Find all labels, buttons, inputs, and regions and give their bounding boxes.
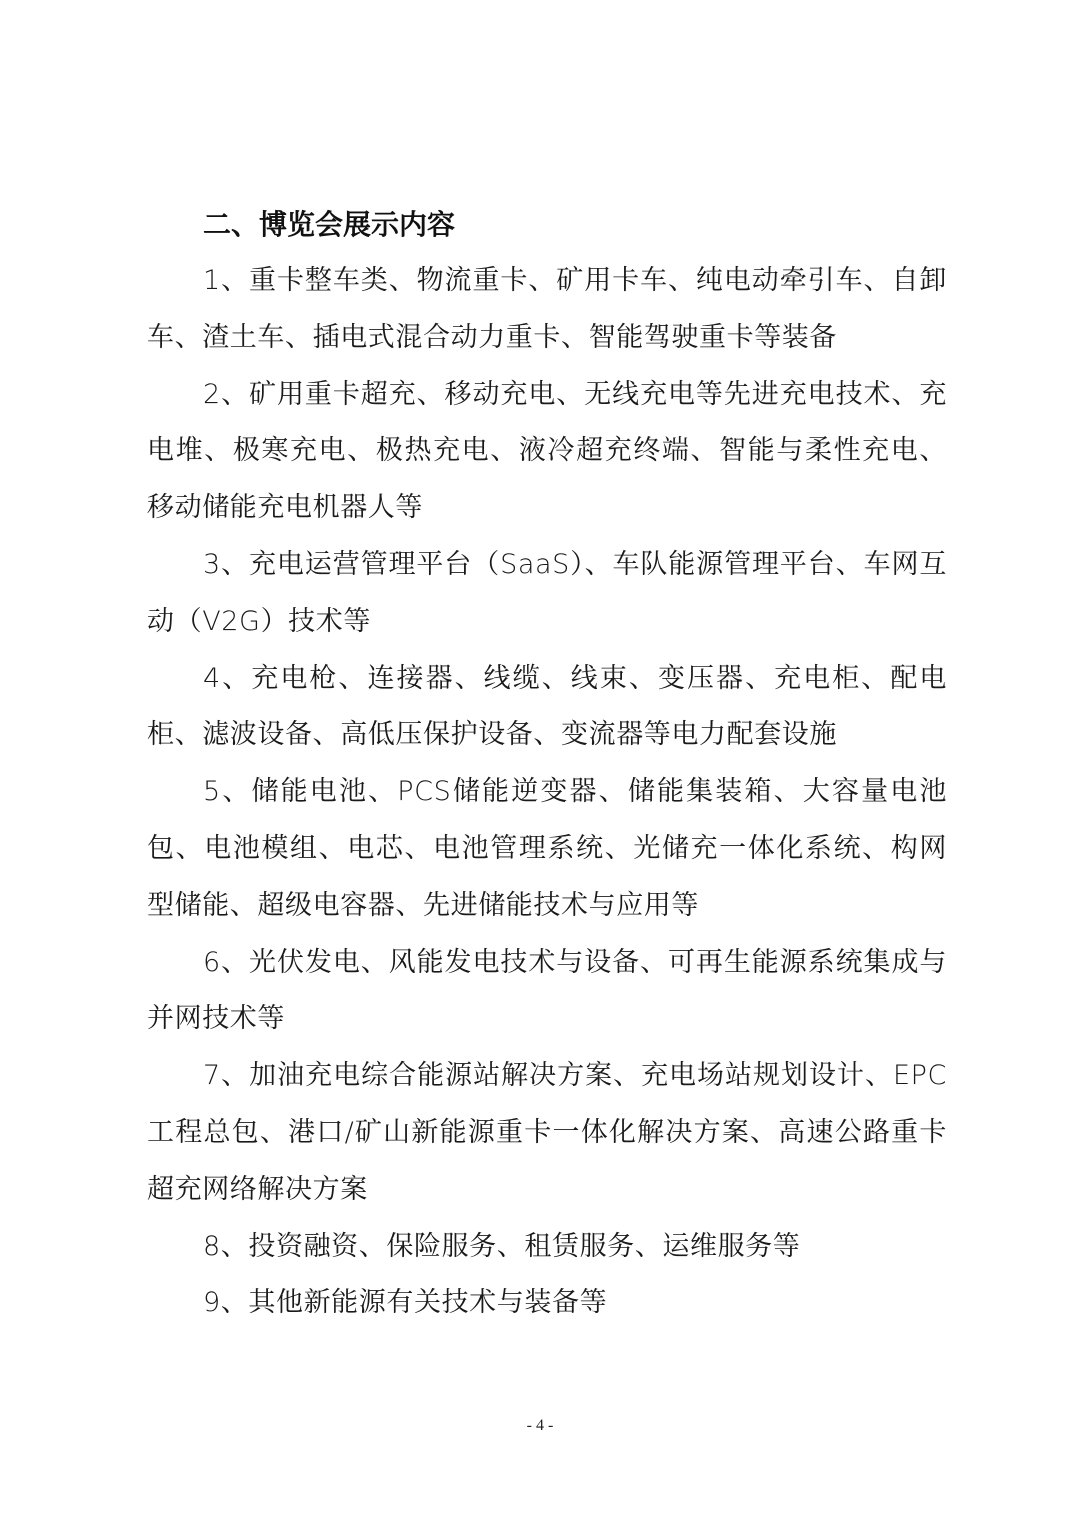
list-item-1: 1、重卡整车类、物流重卡、矿用卡车、纯电动牵引车、自卸车、渣土车、插电式混合动力重卡、智能驾驶重卡等装备: [147, 265, 947, 353]
list-item-8: 8、投资融资、保险服务、租赁服务、运维服务等: [203, 1230, 801, 1262]
list-item-7: 7、加油充电综合能源站解决方案、充电场站规划设计、EPC工程总包、港口/矿山新能源重卡一体化解决方案、高速公路重卡超充网络解决方案: [147, 1060, 947, 1205]
list-item-6: 6、光伏发电、风能发电技术与设备、可再生能源系统集成与并网技术等: [147, 946, 947, 1035]
list-item-5: 5、储能电池、PCS储能逆变器、储能集装箱、大容量电池包、电池模组、电芯、电池管理系统、光储充一体化系统、构网型储能、超级电容器、先进储能技术与应用等: [147, 776, 947, 921]
document-page: [147, 196, 947, 1332]
list-item-3: 3、充电运营管理平台（SaaS）、车队能源管理平台、车网互动（V2G）技术等: [147, 548, 947, 637]
section-heading: 二、博览会展示内容: [203, 208, 456, 241]
page-number: - 4 -: [526, 1417, 554, 1434]
list-item-4: 4、充电枪、连接器、线缆、线束、变压器、充电柜、配电柜、滤波设备、高低压保护设备、变流器等电力配套设施: [147, 662, 947, 751]
list-item-2: 2、矿用重卡超充、移动充电、无线充电等先进充电技术、充电堆、极寒充电、极热充电、液冷超充终端、智能与柔性充电、移动储能充电机器人等: [147, 378, 947, 524]
list-item-9: 9、其他新能源有关技术与装备等: [203, 1287, 608, 1319]
